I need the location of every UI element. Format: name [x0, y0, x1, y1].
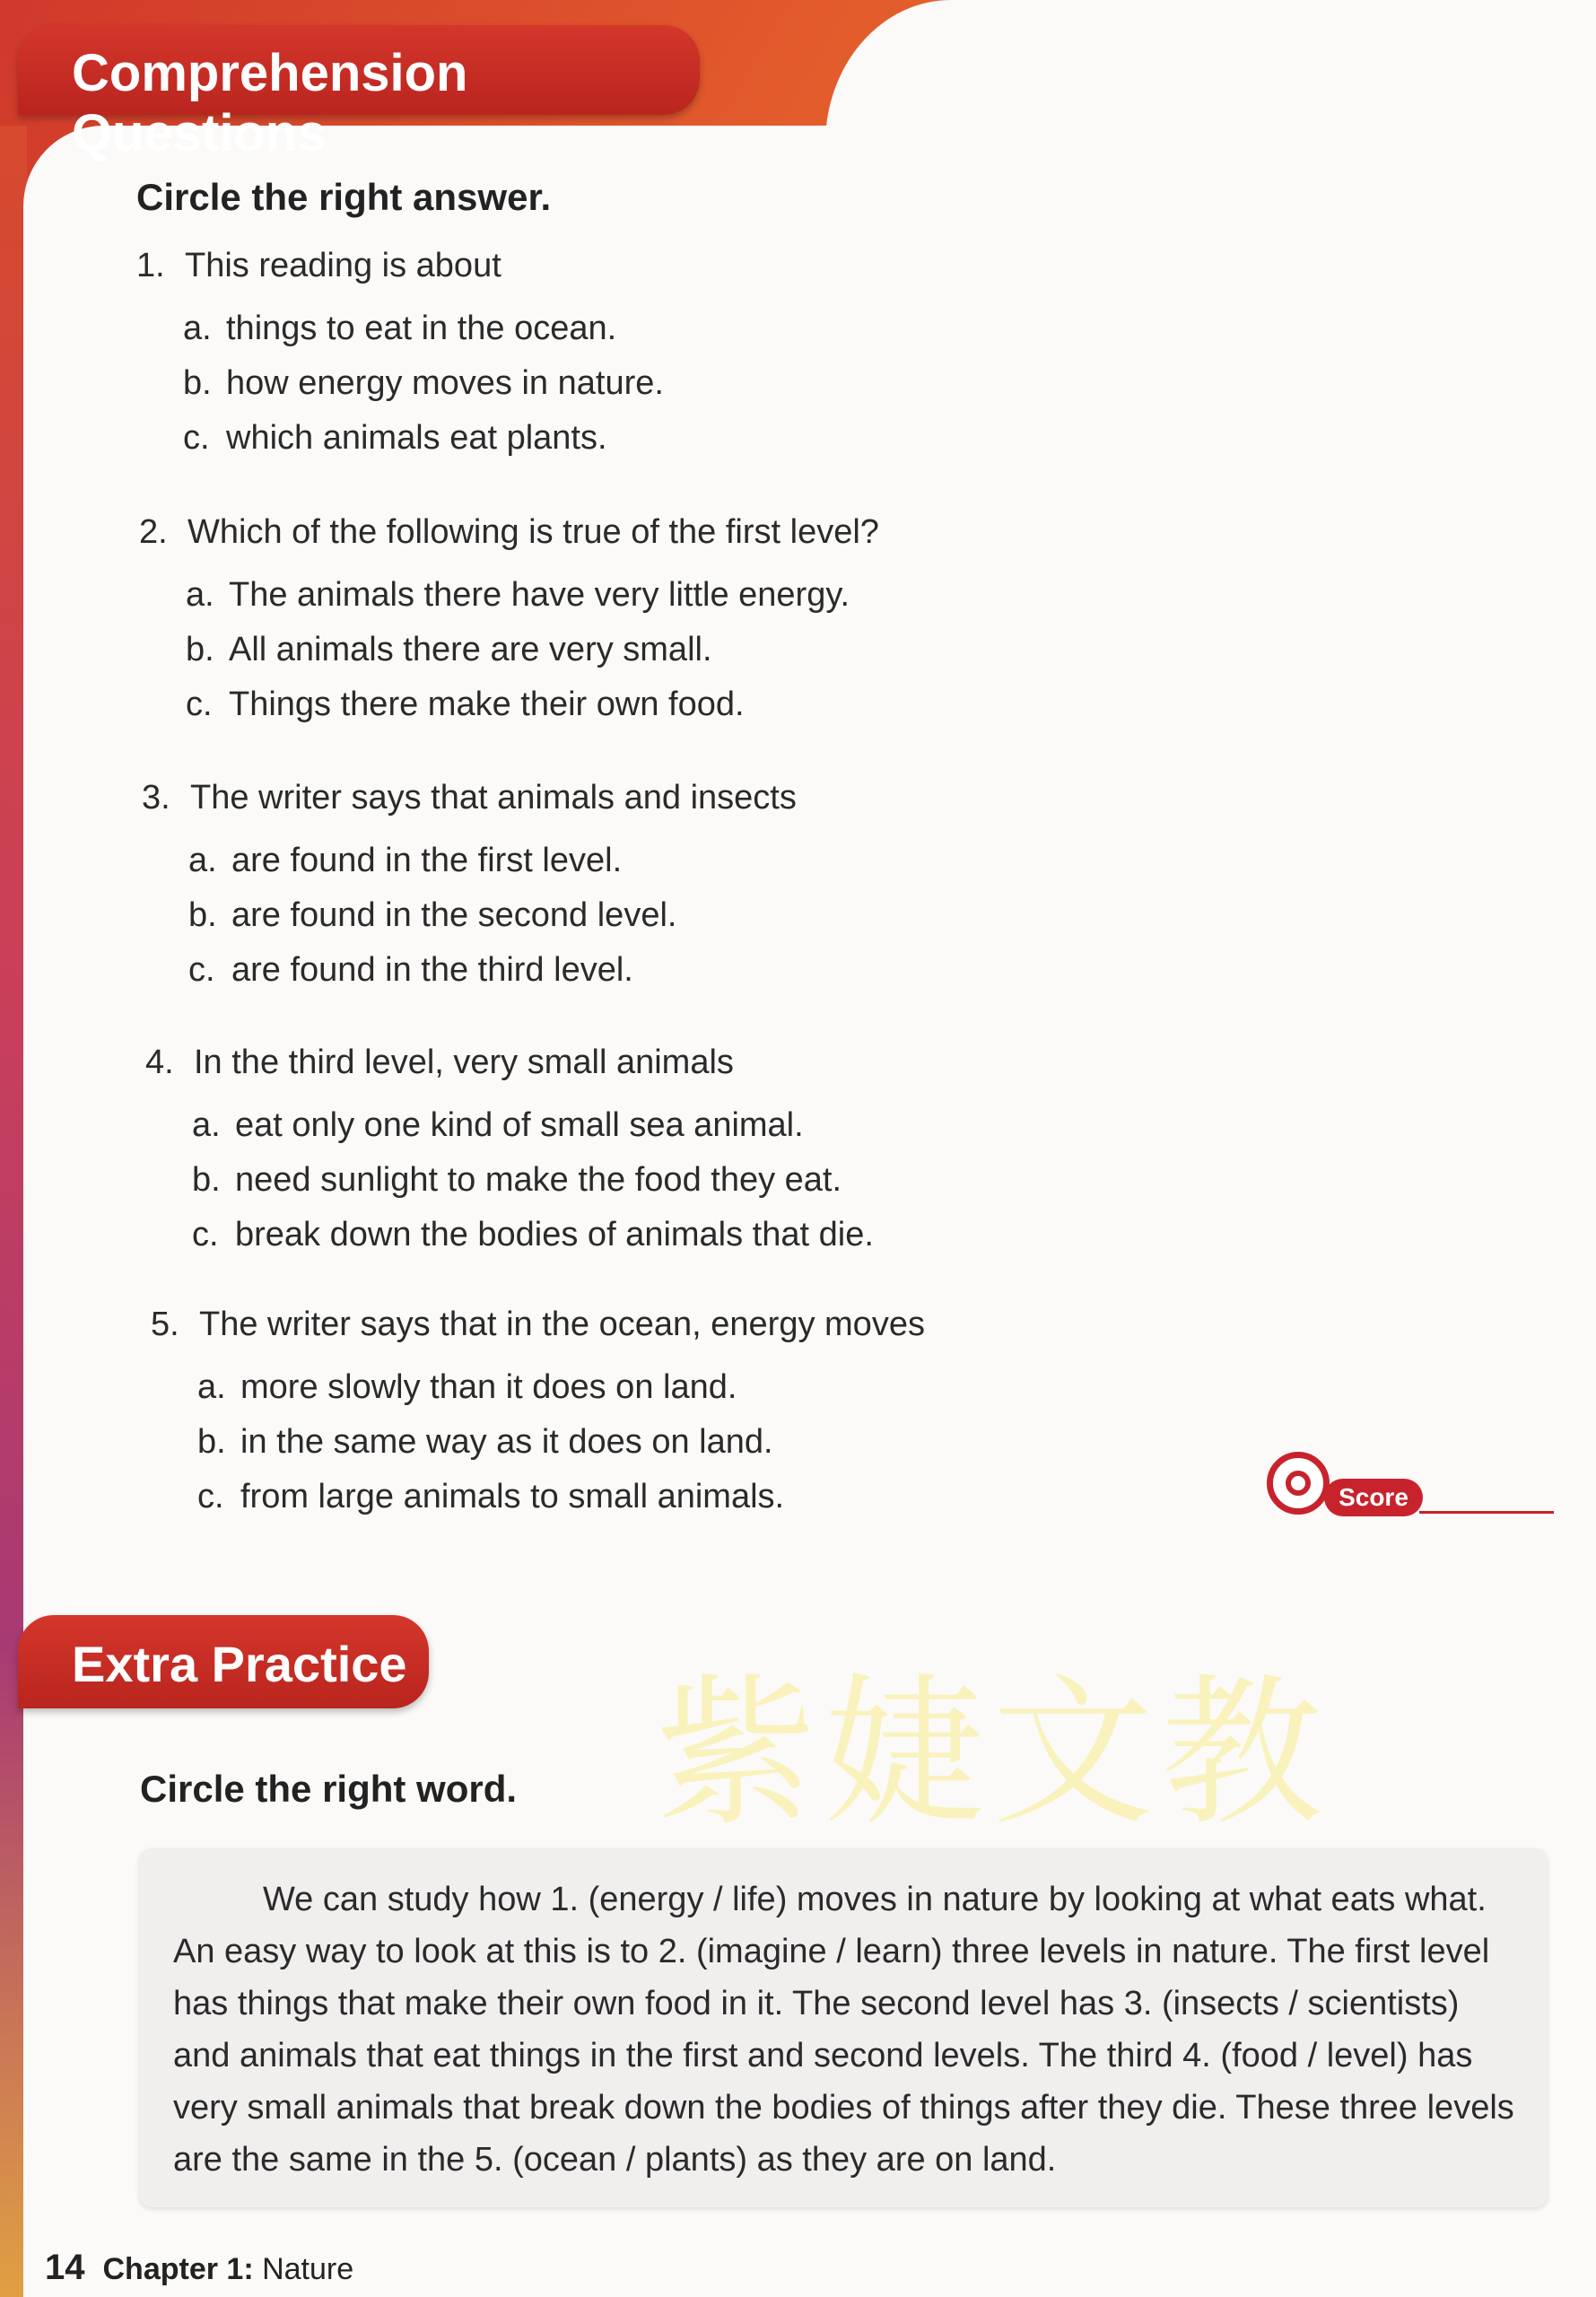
page-footer	[45, 2248, 353, 2288]
option-letter: b.	[197, 1423, 226, 1461]
question-text: This reading is about	[185, 247, 501, 284]
question-5	[151, 1306, 925, 1344]
option-letter: c.	[186, 686, 213, 723]
answer-option-3b[interactable]	[188, 896, 676, 935]
question-text: The writer says that animals and insects	[190, 779, 797, 817]
page-number: 14	[45, 2248, 85, 2287]
option-text: which animals eat plants.	[226, 419, 607, 457]
answer-option-5b[interactable]	[197, 1423, 773, 1462]
question-number: 3.	[142, 779, 170, 817]
question-text: The writer says that in the ocean, energy moves	[199, 1306, 925, 1343]
passage-box	[139, 1848, 1548, 2207]
extra-practice-title: Extra Practice	[72, 1636, 407, 1692]
option-text: are found in the third level.	[231, 951, 633, 989]
score-label: Score	[1324, 1479, 1423, 1516]
answer-option-2b[interactable]	[186, 631, 712, 669]
option-letter: b.	[183, 364, 212, 402]
option-letter: a.	[192, 1106, 221, 1144]
question-number: 4.	[145, 1044, 174, 1081]
answer-option-3c[interactable]	[188, 951, 633, 990]
question-2	[139, 513, 879, 552]
score-blank-line[interactable]	[1419, 1511, 1554, 1514]
answer-option-2a[interactable]	[186, 576, 850, 615]
answer-option-2c[interactable]	[186, 686, 745, 724]
question-text: Which of the following is true of the first level?	[188, 513, 879, 551]
comprehension-header	[18, 25, 700, 162]
option-text: from large animals to small animals.	[240, 1478, 785, 1515]
option-text: Things there make their own food.	[229, 686, 745, 723]
option-text: are found in the first level.	[231, 842, 623, 879]
option-letter: a.	[188, 842, 217, 879]
score-box	[1267, 1452, 1545, 1524]
option-text: break down the bodies of animals that die.	[235, 1216, 874, 1253]
question-number: 2.	[139, 513, 168, 551]
extra-practice-header	[18, 1615, 429, 1708]
answer-option-3a[interactable]	[188, 842, 622, 880]
answer-option-5c[interactable]	[197, 1478, 784, 1516]
answer-option-4c[interactable]	[192, 1216, 874, 1254]
option-text: in the same way as it does on land.	[240, 1423, 773, 1461]
option-text: The animals there have very little energy.	[229, 576, 850, 614]
option-text: how energy moves in nature.	[226, 364, 664, 402]
option-letter: c.	[192, 1216, 219, 1253]
question-number: 5.	[151, 1306, 179, 1343]
option-letter: b.	[186, 631, 214, 668]
answer-option-4b[interactable]	[192, 1161, 842, 1200]
answer-option-1a[interactable]	[183, 310, 616, 348]
answer-option-4a[interactable]	[192, 1106, 804, 1145]
chapter-label: Chapter 1:	[102, 2252, 254, 2286]
option-text: things to eat in the ocean.	[226, 310, 617, 347]
option-text: All animals there are very small.	[229, 631, 712, 668]
answer-option-1c[interactable]	[183, 419, 607, 458]
option-text: need sunlight to make the food they eat.	[235, 1161, 842, 1199]
option-text: eat only one kind of small sea animal.	[235, 1106, 804, 1144]
question-number: 1.	[136, 247, 165, 284]
option-text: more slowly than it does on land.	[240, 1368, 737, 1406]
option-letter: a.	[197, 1368, 226, 1406]
option-letter: c.	[183, 419, 210, 457]
option-letter: c.	[197, 1478, 224, 1515]
question-1	[136, 247, 501, 285]
question-text: In the third level, very small animals	[194, 1044, 734, 1081]
option-letter: a.	[183, 310, 212, 347]
chapter-name: Nature	[262, 2252, 354, 2286]
option-letter: b.	[188, 896, 217, 934]
option-text: are found in the second level.	[231, 896, 677, 934]
watermark: 紫婕文教	[655, 1660, 1330, 1847]
page-top-right	[825, 0, 1596, 144]
question-3	[142, 779, 797, 817]
passage-text: We can study how 1. (energy / life) moves in nature by looking at what eats what. An easy way to look at this is to 2. (imagine / learn) three levels in nature. The first level has things that make their own food in it. The second level has 3. (insects / scientists) and animals that eat things in the first and second levels. The third 4. (food / level) has very small animals that break down the bodies of things after they die. These three levels are the same in the 5. (ocean / plants) as they are on land.	[173, 1881, 1514, 2179]
comprehension-instruction: Circle the right answer.	[136, 176, 552, 218]
comprehension-title: Comprehension Questions	[72, 44, 468, 162]
target-icon	[1267, 1452, 1330, 1515]
question-4	[145, 1044, 734, 1082]
option-letter: c.	[188, 951, 215, 989]
extra-instruction: Circle the right word.	[140, 1768, 518, 1810]
option-letter: a.	[186, 576, 214, 614]
answer-option-1b[interactable]	[183, 364, 664, 403]
answer-option-5a[interactable]	[197, 1368, 737, 1407]
option-letter: b.	[192, 1161, 221, 1199]
